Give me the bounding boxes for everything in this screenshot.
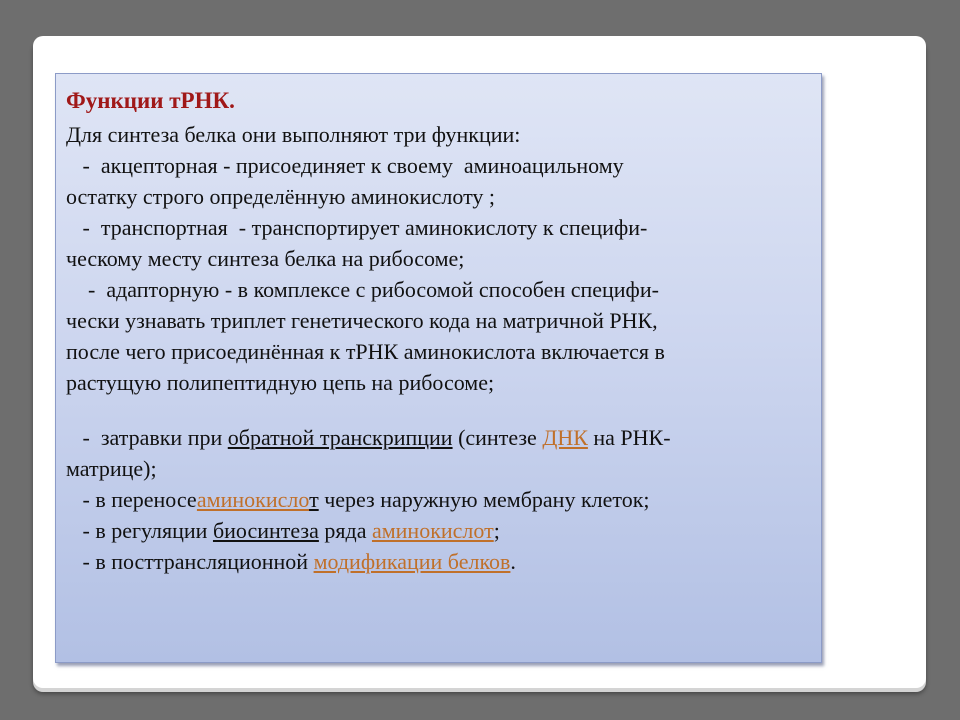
adapter-function-line: - адаптoрную - в комплексе с рибосомой способен специфи- [66,277,659,302]
adapter-function-line: растущую полипептидную цепь на рибосоме; [66,370,495,395]
transport-function-line: ческому месту синтеза белка на рибосоме; [66,246,465,271]
primer-function-line [66,422,816,453]
dna-link[interactable]: ДНК [542,425,588,450]
amino-acid-link[interactable]: аминокисло [196,487,310,512]
text-span: ; [493,518,500,543]
adapter-function-line: после чего присоединённая к тРНК аминокислота включается в [66,339,665,364]
regulation-function-line [66,515,816,546]
acceptor-function-line: остатку строго определённую аминокислоту ; [66,184,496,209]
primer-function-line: матрице); [66,456,157,481]
text-span: через наружную мембрану клеток; [318,487,650,512]
adapter-function-line: чески узнавать триплет генетического кода на матричной РНК, [66,308,658,333]
amino-acids-link[interactable]: аминокислот [371,518,494,543]
spacer [66,398,816,422]
amino-acid-link-tail[interactable]: т [309,487,319,512]
intro-text: Для синтеза белка они выполняют три функции: [66,122,521,147]
modification-function-line [66,546,816,577]
text-span: - в посттрансляционной [66,549,314,574]
text-span: - затравки при [66,425,228,450]
page-title: Функции тРНК. [66,88,235,113]
slide-content [66,83,816,577]
text-span: на РНК- [587,425,671,450]
text-span: . [510,549,516,574]
biosynthesis-link[interactable]: биосинтеза [212,518,319,543]
acceptor-function-line: - акцепторная - присоединяет к своему аминоацильному [66,153,624,178]
reverse-transcription-link[interactable]: обратной транскрипции [227,425,453,450]
text-span: - в регуляции [66,518,213,543]
protein-modification-link[interactable]: модификации белков [313,549,511,574]
text-span: ряда [318,518,372,543]
transfer-function-line [66,484,816,515]
text-span: - в переносе [66,487,197,512]
transport-function-line: - транспортная - транспортирует аминокислоту к специфи- [66,215,648,240]
text-span: (синтезе [452,425,543,450]
